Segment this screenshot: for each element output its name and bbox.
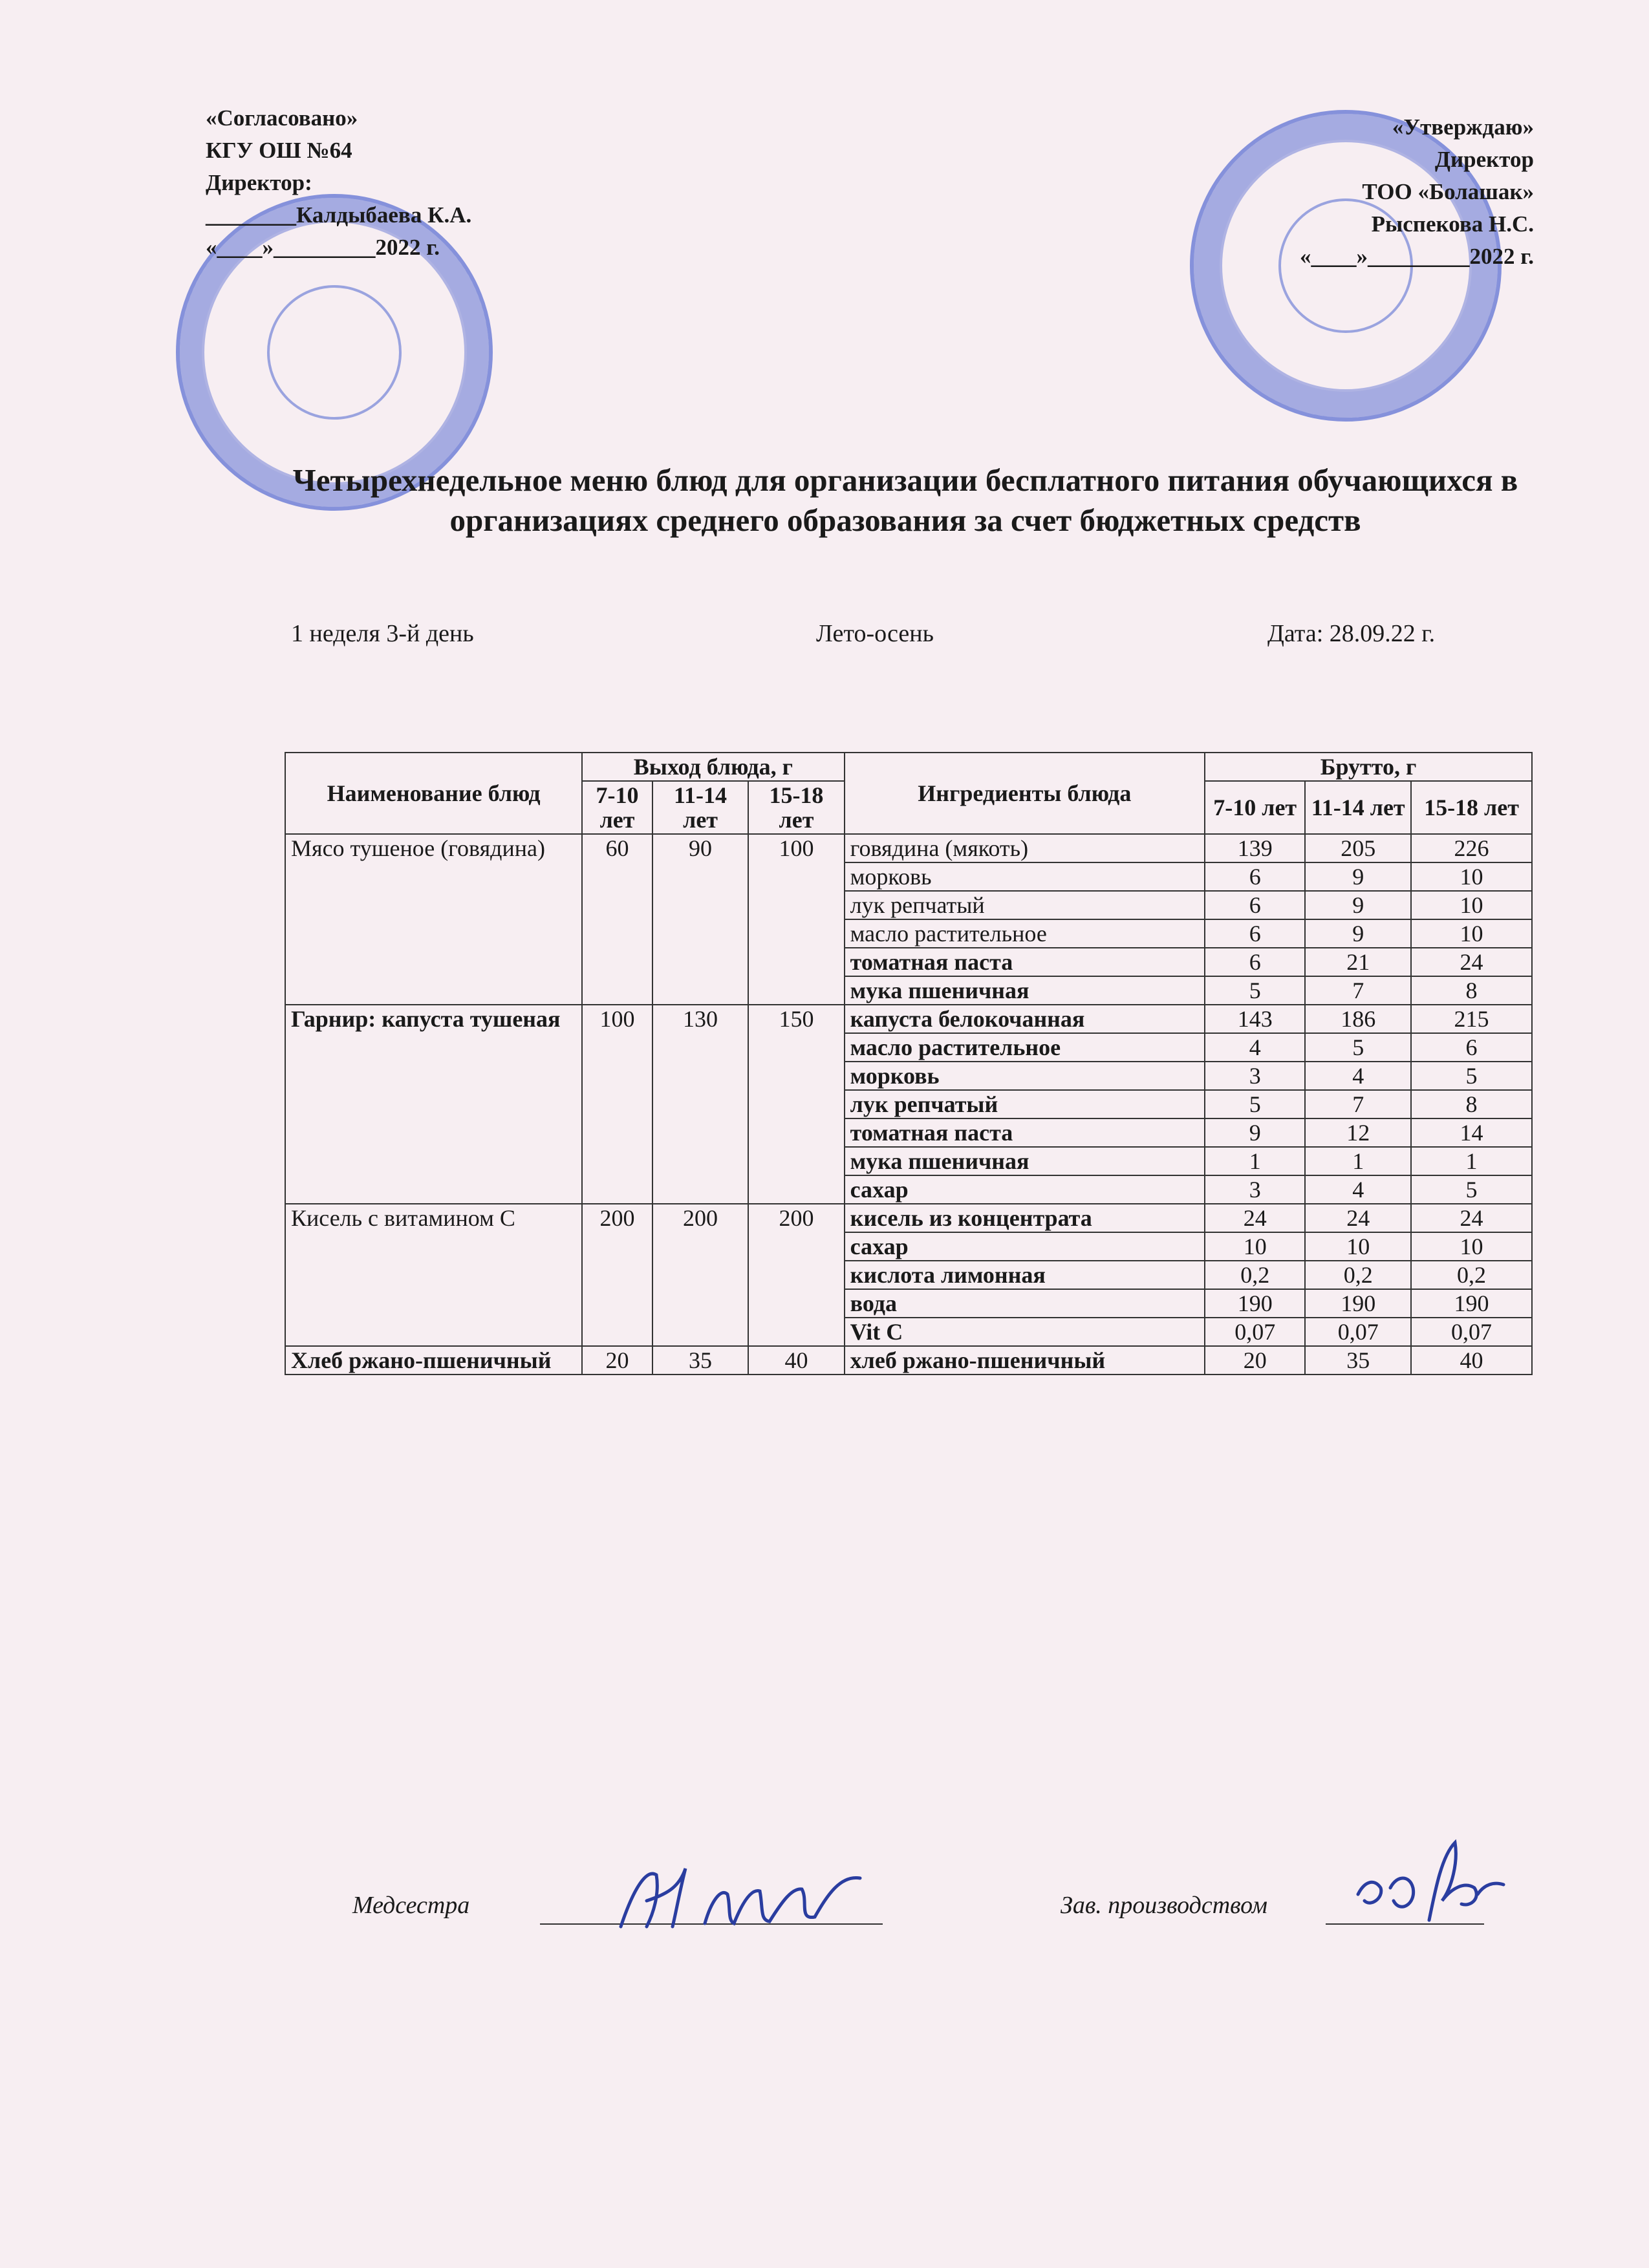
dish-output: 35 xyxy=(652,1346,748,1375)
gross-weight: 9 xyxy=(1305,919,1411,948)
gross-weight: 21 xyxy=(1305,948,1411,976)
date: Дата: 28.09.22 г. xyxy=(1267,620,1436,647)
approval-right-line4: Рыспекова Н.С. xyxy=(1371,211,1534,237)
table-row xyxy=(285,834,1532,862)
ingredient-name: масло растительное xyxy=(845,1033,1205,1062)
dish-output: 130 xyxy=(652,1005,748,1204)
gross-weight: 3 xyxy=(1205,1175,1305,1204)
gross-weight: 8 xyxy=(1411,1090,1532,1118)
table-row xyxy=(285,1346,1532,1375)
gross-weight: 7 xyxy=(1305,976,1411,1005)
season: Лето-осень xyxy=(816,620,934,647)
gross-weight: 0,2 xyxy=(1205,1261,1305,1289)
ingredient-name: мука пшеничная xyxy=(845,1147,1205,1175)
gross-weight: 8 xyxy=(1411,976,1532,1005)
gross-weight: 24 xyxy=(1205,1204,1305,1232)
week-day: 1 неделя 3-й день xyxy=(291,620,474,647)
table-row xyxy=(285,1204,1532,1232)
approval-right-line3: ТОО «Болашак» xyxy=(1362,179,1534,204)
header-output-age3: 15-18 лет xyxy=(748,781,844,834)
nurse-label: Медсестра xyxy=(352,1892,470,1919)
approval-left-line1: «Согласовано» xyxy=(206,105,358,131)
gross-weight: 0,2 xyxy=(1305,1261,1411,1289)
ingredient-name: говядина (мякоть) xyxy=(845,834,1205,862)
gross-weight: 186 xyxy=(1305,1005,1411,1033)
dish-output: 40 xyxy=(748,1346,844,1375)
ingredient-name: масло растительное xyxy=(845,919,1205,948)
gross-weight: 0,07 xyxy=(1411,1318,1532,1346)
gross-weight: 10 xyxy=(1411,919,1532,948)
gross-weight: 6 xyxy=(1205,948,1305,976)
approval-right-line2: Директор xyxy=(1434,147,1534,172)
approval-left-line2: КГУ ОШ №64 xyxy=(206,138,352,163)
gross-weight: 40 xyxy=(1411,1346,1532,1375)
chief-label: Зав. производством xyxy=(1061,1892,1267,1919)
chief-signature xyxy=(1345,1823,1513,1940)
ingredient-name: морковь xyxy=(845,862,1205,891)
ingredient-name: капуста белокочанная xyxy=(845,1005,1205,1033)
menu-table xyxy=(285,752,1533,1375)
header-ingredients: Ингредиенты блюда xyxy=(845,753,1205,834)
dish-name: Гарнир: капуста тушеная xyxy=(285,1005,582,1204)
gross-weight: 35 xyxy=(1305,1346,1411,1375)
header-gross-age3: 15-18 лет xyxy=(1411,781,1532,834)
gross-weight: 205 xyxy=(1305,834,1411,862)
dish-name: Хлеб ржано-пшеничный xyxy=(285,1346,582,1375)
gross-weight: 9 xyxy=(1305,862,1411,891)
dish-output: 150 xyxy=(748,1005,844,1204)
gross-weight: 190 xyxy=(1205,1289,1305,1318)
ingredient-name: сахар xyxy=(845,1175,1205,1204)
dish-output: 60 xyxy=(582,834,652,1005)
gross-weight: 24 xyxy=(1411,1204,1532,1232)
gross-weight: 190 xyxy=(1411,1289,1532,1318)
gross-weight: 10 xyxy=(1205,1232,1305,1261)
approval-left-line4: ________Калдыбаева К.А. xyxy=(206,202,472,228)
gross-weight: 5 xyxy=(1205,1090,1305,1118)
gross-weight: 4 xyxy=(1205,1033,1305,1062)
ingredient-name: кислота лимонная xyxy=(845,1261,1205,1289)
gross-weight: 10 xyxy=(1411,862,1532,891)
dish-output: 200 xyxy=(582,1204,652,1346)
ingredient-name: томатная паста xyxy=(845,1118,1205,1147)
table-row xyxy=(285,1005,1532,1033)
gross-weight: 139 xyxy=(1205,834,1305,862)
dish-output: 20 xyxy=(582,1346,652,1375)
gross-weight: 4 xyxy=(1305,1175,1411,1204)
gross-weight: 1 xyxy=(1305,1147,1411,1175)
ingredient-name: Vit C xyxy=(845,1318,1205,1346)
approval-right-line1: «Утверждаю» xyxy=(1392,114,1534,140)
gross-weight: 9 xyxy=(1205,1118,1305,1147)
header-dish: Наименование блюд xyxy=(285,753,582,834)
gross-weight: 9 xyxy=(1305,891,1411,919)
approval-right xyxy=(1300,111,1534,273)
gross-weight: 0,07 xyxy=(1205,1318,1305,1346)
gross-weight: 0,2 xyxy=(1411,1261,1532,1289)
dish-output: 200 xyxy=(652,1204,748,1346)
gross-weight: 5 xyxy=(1411,1062,1532,1090)
gross-weight: 6 xyxy=(1205,862,1305,891)
gross-weight: 6 xyxy=(1411,1033,1532,1062)
dish-output: 100 xyxy=(582,1005,652,1204)
ingredient-name: лук репчатый xyxy=(845,891,1205,919)
gross-weight: 190 xyxy=(1305,1289,1411,1318)
gross-weight: 5 xyxy=(1205,976,1305,1005)
approval-right-line5: «____»_________2022 г. xyxy=(1300,244,1534,269)
gross-weight: 0,07 xyxy=(1305,1318,1411,1346)
dish-output: 90 xyxy=(652,834,748,1005)
gross-weight: 1 xyxy=(1205,1147,1305,1175)
gross-weight: 12 xyxy=(1305,1118,1411,1147)
gross-weight: 24 xyxy=(1411,948,1532,976)
ingredient-name: вода xyxy=(845,1289,1205,1318)
ingredient-name: лук репчатый xyxy=(845,1090,1205,1118)
nurse-signature xyxy=(608,1849,886,1940)
gross-weight: 24 xyxy=(1305,1204,1411,1232)
gross-weight: 10 xyxy=(1305,1232,1411,1261)
gross-weight: 10 xyxy=(1411,1232,1532,1261)
approval-left-line5: «____»_________2022 г. xyxy=(206,235,440,260)
menu-body xyxy=(285,834,1532,1375)
gross-weight: 226 xyxy=(1411,834,1532,862)
gross-weight: 5 xyxy=(1411,1175,1532,1204)
gross-weight: 3 xyxy=(1205,1062,1305,1090)
approval-left-line3: Директор: xyxy=(206,170,312,195)
gross-weight: 6 xyxy=(1205,919,1305,948)
approval-left xyxy=(206,102,471,264)
ingredient-name: мука пшеничная xyxy=(845,976,1205,1005)
header-output-age1: 7-10 лет xyxy=(582,781,652,834)
header-gross-age2: 11-14 лет xyxy=(1305,781,1411,834)
dish-name: Кисель с витамином С xyxy=(285,1204,582,1346)
gross-weight: 143 xyxy=(1205,1005,1305,1033)
gross-weight: 5 xyxy=(1305,1033,1411,1062)
gross-weight: 4 xyxy=(1305,1062,1411,1090)
header-gross: Брутто, г xyxy=(1205,753,1532,781)
gross-weight: 215 xyxy=(1411,1005,1532,1033)
ingredient-name: кисель из концентрата xyxy=(845,1204,1205,1232)
gross-weight: 1 xyxy=(1411,1147,1532,1175)
dish-output: 100 xyxy=(748,834,844,1005)
document-title: Четырехнедельное меню блюд для организации бесплатного питания обучающихся в организациях среднего образования за счет бюджетных средств xyxy=(292,462,1518,538)
dish-output: 200 xyxy=(748,1204,844,1346)
header-output: Выход блюда, г xyxy=(582,753,844,781)
ingredient-name: сахар xyxy=(845,1232,1205,1261)
ingredient-name: хлеб ржано-пшеничный xyxy=(845,1346,1205,1375)
header-output-age2: 11-14 лет xyxy=(652,781,748,834)
gross-weight: 14 xyxy=(1411,1118,1532,1147)
gross-weight: 6 xyxy=(1205,891,1305,919)
gross-weight: 7 xyxy=(1305,1090,1411,1118)
gross-weight: 10 xyxy=(1411,891,1532,919)
ingredient-name: томатная паста xyxy=(845,948,1205,976)
dish-name: Мясо тушеное (говядина) xyxy=(285,834,582,1005)
gross-weight: 20 xyxy=(1205,1346,1305,1375)
header-gross-age1: 7-10 лет xyxy=(1205,781,1305,834)
emblem-icon xyxy=(267,285,402,420)
ingredient-name: морковь xyxy=(845,1062,1205,1090)
